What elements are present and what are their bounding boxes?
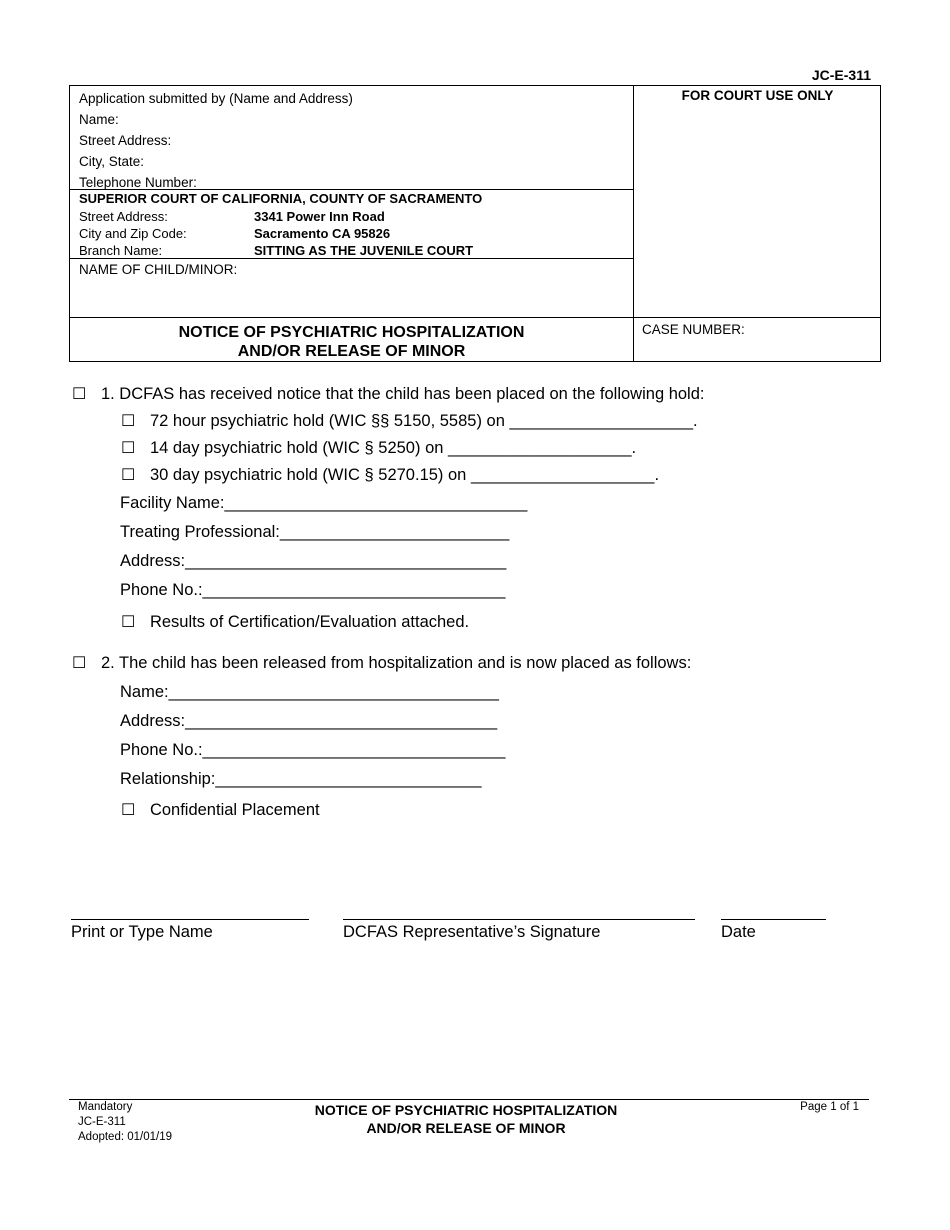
section1-address-field[interactable]: Address:___________________________________ xyxy=(120,552,507,570)
footer-rule xyxy=(69,1099,869,1100)
footer-title-line2: AND/OR RELEASE OF MINOR xyxy=(366,1120,566,1136)
hold-72-checkbox[interactable]: ☐ xyxy=(121,413,136,430)
form-title-line1: NOTICE OF PSYCHIATRIC HOSPITALIZATION xyxy=(178,324,525,341)
header-left-column xyxy=(70,86,634,361)
court-branch-value: SITTING AS THE JUVENILE COURT xyxy=(254,243,474,258)
section1-phone-field[interactable]: Phone No.:_________________________________ xyxy=(120,581,506,599)
hold-30-row xyxy=(121,465,659,485)
date-label: Date xyxy=(721,923,756,941)
footer-left xyxy=(78,1100,172,1145)
form-code: JC-E-311 xyxy=(811,67,871,83)
applicant-street-field[interactable]: Street Address: xyxy=(79,133,172,148)
date-line[interactable] xyxy=(721,919,826,920)
section2-checkbox[interactable]: ☐ xyxy=(72,655,87,672)
child-name-label: NAME OF CHILD/MINOR: xyxy=(79,262,238,277)
hold-30-text: 30 day psychiatric hold (WIC § 5270.15) on ____________________. xyxy=(149,466,660,484)
print-name-label: Print or Type Name xyxy=(71,923,213,941)
case-number-label: CASE NUMBER: xyxy=(642,322,745,337)
footer-mandatory: Mandatory xyxy=(78,1101,133,1113)
hold-14-checkbox[interactable]: ☐ xyxy=(121,440,136,457)
confidential-checkbox[interactable]: ☐ xyxy=(121,802,136,819)
confidential-row xyxy=(121,800,320,820)
section1-text: 1. DCFAS has received notice that the child has been placed on the following hold: xyxy=(100,385,705,403)
applicant-city-field[interactable]: City, State: xyxy=(79,154,145,169)
court-branch-label: Branch Name: xyxy=(79,243,163,258)
placement-phone-field[interactable]: Phone No.:_________________________________ xyxy=(120,741,506,759)
court-city-label: City and Zip Code: xyxy=(79,226,187,241)
results-attached-checkbox[interactable]: ☐ xyxy=(121,614,136,631)
footer-title xyxy=(266,1101,666,1137)
applicant-block xyxy=(70,86,633,190)
placement-name-field[interactable]: Name:____________________________________ xyxy=(120,683,499,701)
footer-title-line1: NOTICE OF PSYCHIATRIC HOSPITALIZATION xyxy=(314,1102,618,1118)
results-attached-row xyxy=(121,612,469,632)
court-use-label: FOR COURT USE ONLY xyxy=(681,88,834,103)
confidential-text: Confidential Placement xyxy=(149,801,320,819)
case-number-field[interactable] xyxy=(642,322,745,337)
applicant-heading: Application submitted by (Name and Address) xyxy=(79,91,353,106)
form-title-line2: AND/OR RELEASE OF MINOR xyxy=(237,343,466,360)
facility-name-field[interactable]: Facility Name:_________________________________ xyxy=(120,494,528,512)
applicant-phone-field[interactable]: Telephone Number: xyxy=(79,175,197,190)
applicant-name-field[interactable]: Name: xyxy=(79,112,119,127)
signature-label: DCFAS Representative’s Signature xyxy=(343,923,601,941)
relationship-field[interactable]: Relationship:_____________________________ xyxy=(120,770,482,788)
section1-checkbox[interactable]: ☐ xyxy=(72,386,87,403)
hold-72-text: 72 hour psychiatric hold (WIC §§ 5150, 5585) on ____________________. xyxy=(149,412,698,430)
hold-14-row xyxy=(121,438,636,458)
court-street-value: 3341 Power Inn Road xyxy=(254,209,385,224)
hold-14-text: 14 day psychiatric hold (WIC § 5250) on ____________________. xyxy=(149,439,637,457)
results-attached-text: Results of Certification/Evaluation attached. xyxy=(149,613,470,631)
print-name-line[interactable] xyxy=(71,919,309,920)
section2-text: 2. The child has been released from hospitalization and is now placed as follows: xyxy=(100,654,692,672)
header-table xyxy=(69,85,881,362)
court-street-label: Street Address: xyxy=(79,209,168,224)
court-block xyxy=(70,190,633,259)
court-city-value: Sacramento CA 95826 xyxy=(254,226,391,241)
section1-row xyxy=(72,384,705,404)
placement-address-field[interactable]: Address:__________________________________ xyxy=(120,712,498,730)
footer-adopted: Adopted: 01/01/19 xyxy=(78,1131,172,1143)
court-heading: SUPERIOR COURT OF CALIFORNIA, COUNTY OF SACRAMENTO xyxy=(79,191,483,206)
header-right-column xyxy=(634,86,881,361)
footer-page: Page 1 of 1 xyxy=(800,1101,859,1113)
treating-professional-field[interactable]: Treating Professional:_________________________ xyxy=(120,523,510,541)
court-use-only xyxy=(634,86,881,318)
hold-30-checkbox[interactable]: ☐ xyxy=(121,467,136,484)
form-title xyxy=(70,318,633,362)
child-name-field[interactable] xyxy=(70,259,633,318)
hold-72-row xyxy=(121,411,698,431)
section2-row xyxy=(72,653,691,673)
footer-code: JC-E-311 xyxy=(78,1116,126,1128)
signature-line[interactable] xyxy=(343,919,695,920)
